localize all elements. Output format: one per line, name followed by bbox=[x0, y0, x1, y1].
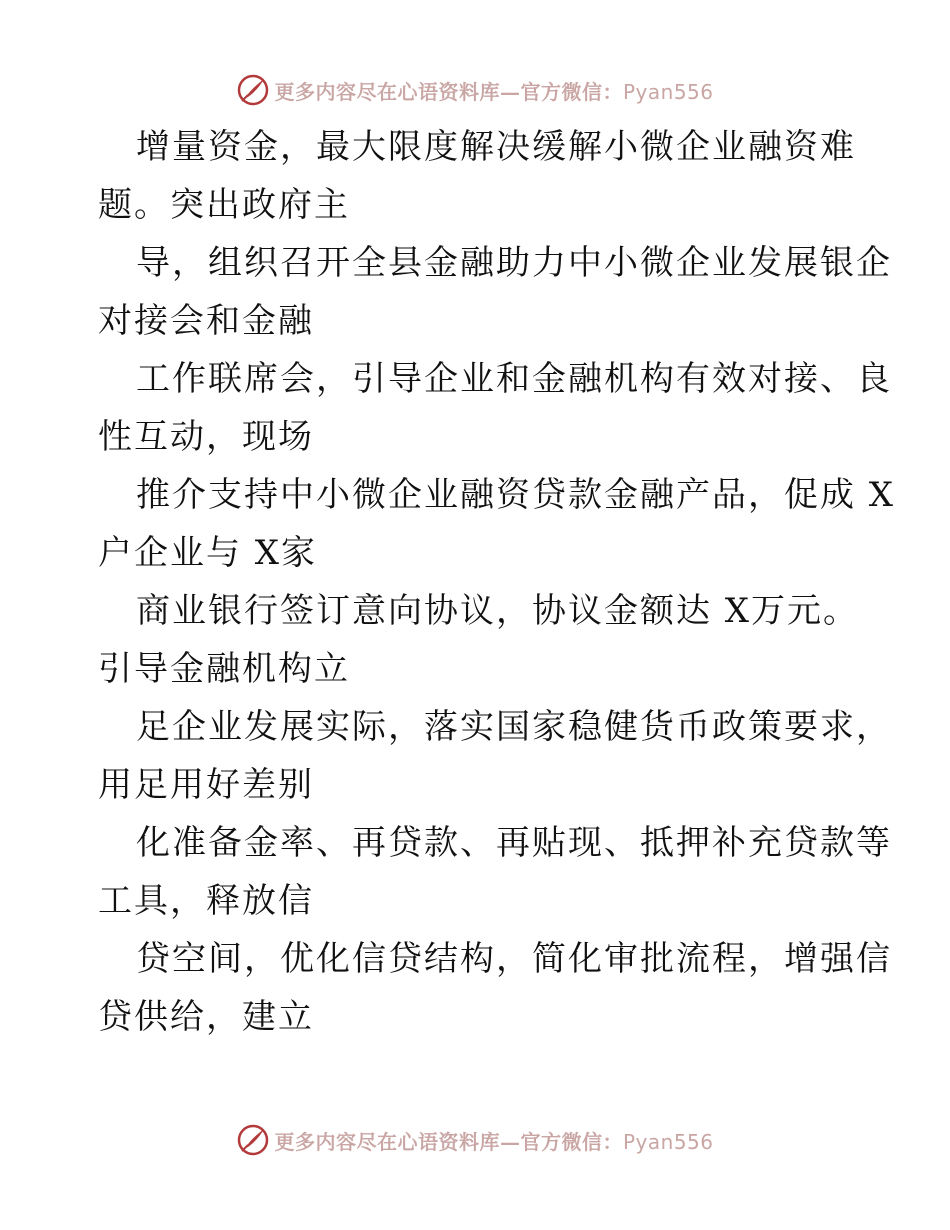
paragraph bbox=[98, 930, 892, 1046]
text-line: 贷供给，建立 bbox=[98, 997, 314, 1037]
paragraph bbox=[98, 118, 858, 234]
text-line: 足企业发展实际，落实国家稳健货币政策要求， bbox=[136, 707, 892, 747]
header-watermark bbox=[0, 72, 950, 108]
paragraph bbox=[98, 466, 896, 582]
paragraph bbox=[98, 234, 892, 350]
watermark-text bbox=[274, 76, 713, 105]
text-line: 题。突出政府主 bbox=[98, 185, 350, 225]
paragraph bbox=[98, 814, 892, 930]
text-line: 户企业与 X家 bbox=[98, 533, 318, 573]
text-line: 化准备金率、再贷款、再贴现、抵押补充贷款等 bbox=[136, 823, 892, 863]
feather-pen-logo-icon bbox=[236, 1123, 270, 1157]
text-line: 性互动，现场 bbox=[98, 417, 314, 457]
footer-watermark bbox=[0, 1122, 950, 1158]
feather-pen-logo-icon bbox=[236, 73, 270, 107]
text-line: 贷空间，优化信贷结构，简化审批流程，增强信 bbox=[136, 939, 892, 979]
watermark-label: 更多内容尽在心语资料库—官方微信： bbox=[274, 1129, 623, 1154]
wechat-id: Pyan556 bbox=[622, 1129, 714, 1154]
text-line: 引导金融机构立 bbox=[98, 649, 350, 689]
text-line: 工具，释放信 bbox=[98, 881, 314, 921]
watermark-text bbox=[274, 1126, 713, 1155]
text-line: 商业银行签订意向协议，协议金额达 X万元。 bbox=[136, 591, 860, 631]
text-line: 工作联席会，引导企业和金融机构有效对接、良 bbox=[136, 359, 892, 399]
paragraph bbox=[98, 350, 892, 466]
paragraph bbox=[98, 582, 858, 698]
wechat-id: Pyan556 bbox=[622, 79, 714, 104]
text-line: 导，组织召开全县金融助力中小微企业发展银企 bbox=[136, 243, 892, 283]
text-line: 用足用好差别 bbox=[98, 765, 314, 805]
text-line: 推介支持中小微企业融资贷款金融产品，促成 X bbox=[136, 475, 896, 515]
text-line: 增量资金，最大限度解决缓解小微企业融资难 bbox=[136, 127, 856, 167]
paragraph bbox=[98, 698, 892, 814]
text-line: 对接会和金融 bbox=[98, 301, 314, 341]
watermark-label: 更多内容尽在心语资料库—官方微信： bbox=[274, 79, 623, 104]
document-body bbox=[98, 118, 896, 1046]
